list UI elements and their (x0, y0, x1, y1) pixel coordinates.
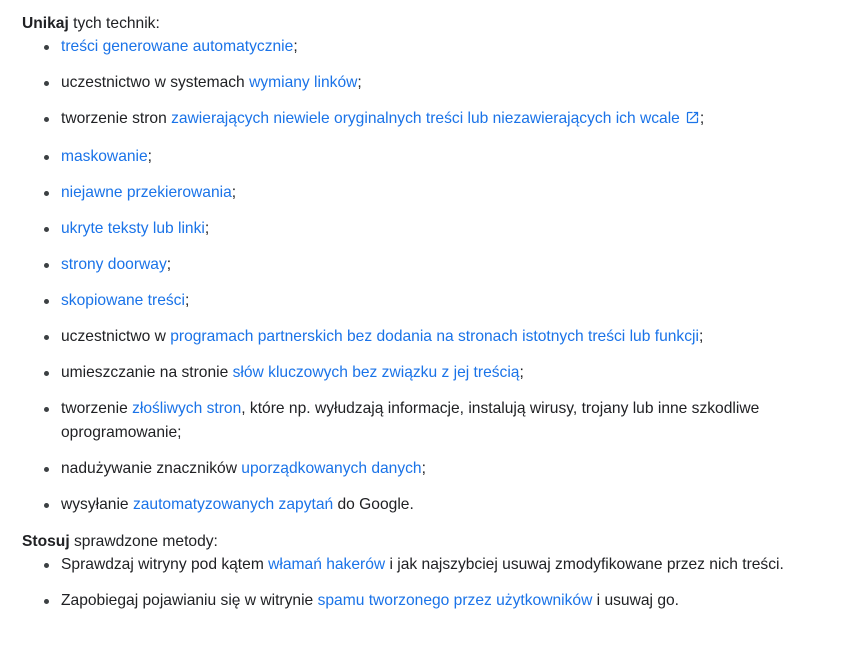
item-prefix: tworzenie stron (61, 110, 172, 127)
item-prefix: Sprawdzaj witryny pod kątem (61, 556, 269, 573)
bullet-icon (44, 467, 49, 472)
bullet-icon (44, 407, 49, 412)
bullet-icon (44, 599, 49, 604)
item-prefix: uczestnictwo w systemach (61, 74, 250, 91)
item-suffix: ; (204, 220, 210, 237)
bullet-icon (44, 45, 49, 50)
list-item (22, 107, 859, 133)
bullet-icon (44, 155, 49, 160)
list-item (22, 181, 859, 205)
item-prefix: nadużywanie znaczników (61, 460, 242, 477)
list-item (22, 589, 859, 613)
avoid-techniques-list (22, 35, 859, 517)
list-item (22, 253, 859, 277)
link-structured-data[interactable]: uporządkowanych danych (241, 460, 422, 477)
item-suffix: ; (166, 256, 172, 273)
intro-bold: Stosuj (22, 533, 70, 550)
link-thin-content[interactable] (171, 110, 700, 127)
link-sneaky-redirects[interactable]: niejawne przekierowania (61, 184, 232, 201)
link-auto-generated-content[interactable]: treści generowane automatycznie (61, 38, 294, 55)
bullet-icon (44, 227, 49, 232)
list-item (22, 71, 859, 95)
item-suffix: ; (293, 38, 298, 55)
intro-bold: Unikaj (22, 15, 69, 32)
item-prefix: Zapobiegaj pojawianiu się w witrynie (61, 592, 318, 609)
item-prefix: umieszczanie na stronie (61, 364, 233, 381)
bullet-icon (44, 335, 49, 340)
list-item (22, 457, 859, 481)
list-item (22, 289, 859, 313)
link-cloaking[interactable]: maskowanie (61, 148, 148, 165)
list-item (22, 217, 859, 241)
item-prefix: uczestnictwo w (61, 328, 171, 345)
link-automated-queries[interactable]: zautomatyzowanych zapytań (132, 496, 334, 513)
item-prefix: tworzenie (61, 400, 133, 417)
best-practices-list (22, 553, 859, 613)
link-affiliate-programs[interactable]: programach partnerskich bez dodania na stronach istotnych treści lub funkcji (170, 328, 699, 345)
list-item (22, 493, 859, 517)
link-malicious-pages[interactable]: złośliwych stron (132, 400, 242, 417)
list-item (22, 361, 859, 385)
list-item (22, 145, 859, 169)
link-hacking[interactable]: włamań hakerów (268, 556, 386, 573)
list-item (22, 553, 859, 577)
bullet-icon (44, 263, 49, 268)
list-item (22, 397, 859, 445)
item-prefix: wysyłanie (61, 496, 133, 513)
bullet-icon (44, 191, 49, 196)
item-suffix: do Google. (333, 496, 414, 513)
list-item (22, 35, 859, 59)
bullet-icon (44, 117, 49, 122)
item-suffix: , które np. wyłudzają informacje, instalują wirusy, trojany lub inne szkodliwe oprogramowanie; (61, 400, 760, 441)
item-suffix: ; (357, 74, 362, 91)
bullet-icon (44, 81, 49, 86)
intro-text: tych technik: (68, 15, 160, 32)
item-suffix: ; (699, 110, 705, 127)
item-suffix: ; (421, 460, 426, 477)
intro-text: sprawdzone metody: (69, 533, 218, 550)
bullet-icon (44, 299, 49, 304)
section-heading-avoid (22, 0, 859, 35)
section-heading-best-practices (22, 529, 859, 553)
bullet-icon (44, 563, 49, 568)
item-suffix: ; (147, 148, 153, 165)
link-hidden-text[interactable]: ukryte teksty lub linki (61, 220, 205, 237)
item-suffix: i jak najszybciej usuwaj zmodyfikowane przez nich treści. (385, 556, 784, 573)
link-link-schemes[interactable]: wymiany linków (249, 74, 358, 91)
link-doorway-pages[interactable]: strony doorway (61, 256, 167, 273)
link-text[interactable]: zawierających niewiele oryginalnych treści lub niezawierających ich wcale (171, 110, 680, 127)
item-suffix: i usuwaj go. (592, 592, 680, 609)
link-irrelevant-keywords[interactable]: słów kluczowych bez związku z jej treścią (232, 364, 520, 381)
bullet-icon (44, 503, 49, 508)
item-suffix: ; (231, 184, 237, 201)
item-suffix: ; (184, 292, 190, 309)
item-suffix: ; (519, 364, 524, 381)
item-suffix: ; (698, 328, 704, 345)
list-item (22, 325, 859, 349)
link-user-generated-spam[interactable]: spamu tworzonego przez użytkowników (317, 592, 593, 609)
external-link-icon[interactable] (685, 109, 700, 133)
link-scraped-content[interactable]: skopiowane treści (61, 292, 185, 309)
bullet-icon (44, 371, 49, 376)
